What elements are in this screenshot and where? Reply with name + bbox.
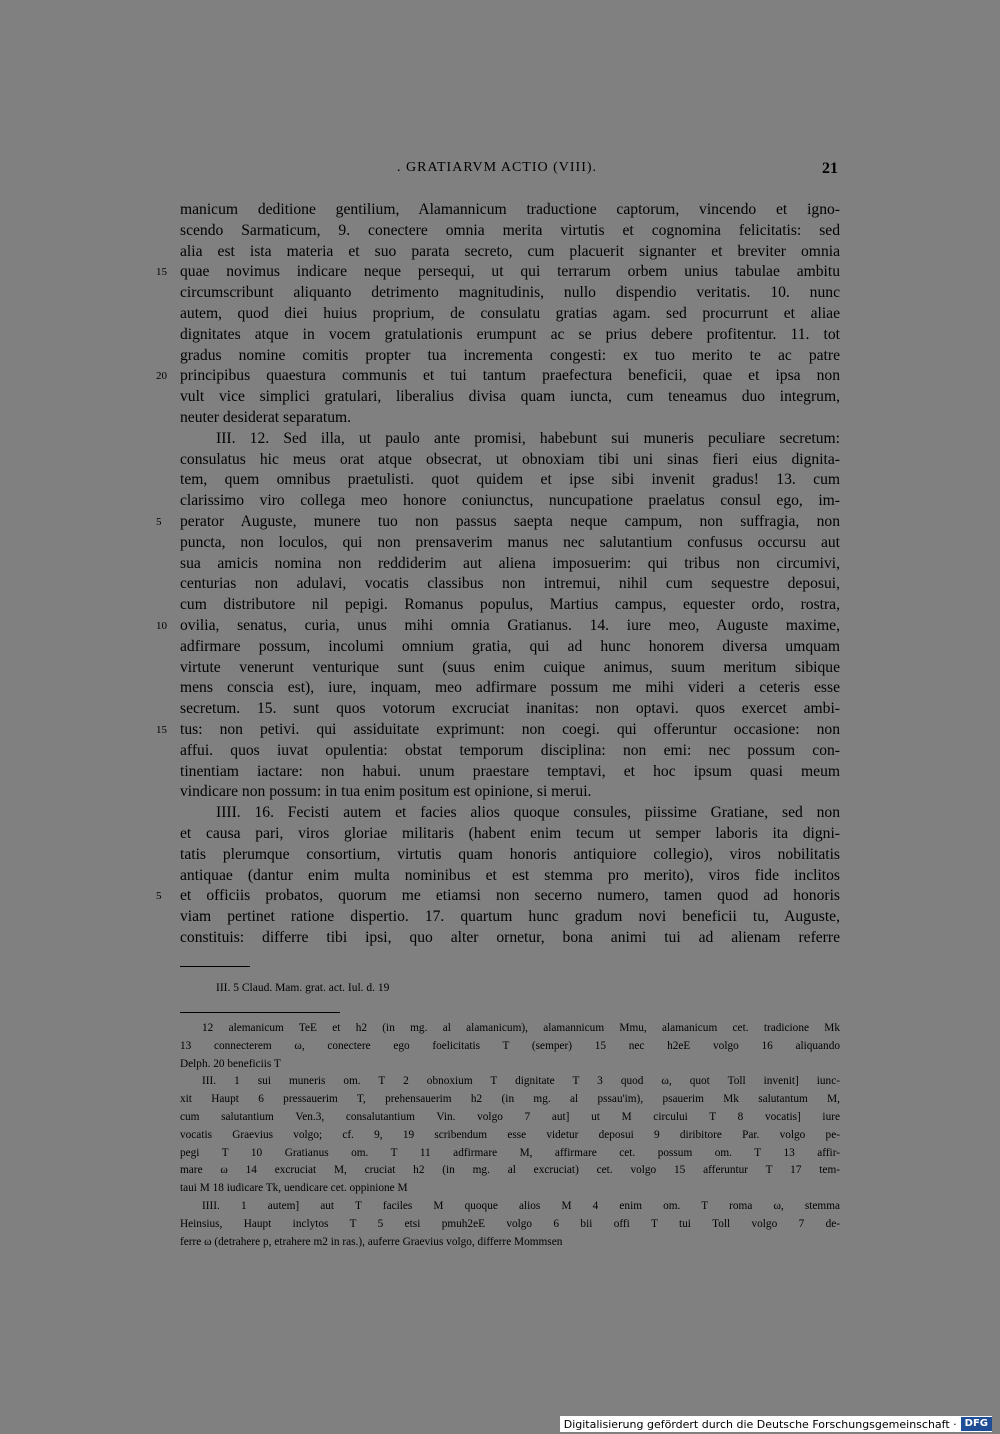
apparatus-line: vocatis Graevius volgo; cf. 9, 19 scribendum esse videtur deposui 9 diribitore Par. volgo pe-: [180, 1128, 840, 1141]
footer-credit-text: Digitalisierung gefördert durch die Deutsche Forschungsgemeinschaft ·: [563, 1417, 957, 1431]
dfg-logo: DFG: [961, 1417, 992, 1431]
line-text: tus: non petivi. qui assiduitate exprimunt: non coegi. qui offeruntur occasione: non: [180, 720, 840, 738]
text-line: [180, 658, 840, 679]
line-text: vindicare non possum: in tua enim positum est opinione, si merui.: [180, 783, 592, 801]
line-text: centurias non adulavi, vocatis classibus non intremui, nihil cum sequestre deposui,: [180, 575, 840, 593]
apparatus-line: 13 connecterem ω, conectere ego foelicitatis T (semper) 15 nec h2eE volgo 16 aliquando: [180, 1039, 840, 1052]
line-text: autem, quod diei huius proprium, de consulatu gratias agam. sed procurrunt et aliae: [180, 304, 840, 322]
text-line: [180, 491, 840, 512]
line-text: clarissimo viro collega meo honore coniunctus, nuncupatione praelatus consul ego, im-: [180, 492, 840, 510]
line-text: cum distributore nil pepigi. Romanus populus, Martius campus, equester ordo, rostra,: [180, 596, 840, 614]
apparatus-line: pegi T 10 Gratianus om. T 11 adfirmare M, affirmare cet. possum om. T 13 affir-: [180, 1146, 840, 1159]
line-text: mens conscia est), iure, inquam, meo adfirmare possum me mihi videri a ceteris esse: [180, 679, 840, 697]
apparatus-line: Delph. 20 beneficiis T: [180, 1057, 281, 1070]
footnote-rule: [180, 966, 250, 967]
text-line: [156, 366, 840, 387]
line-number: 5: [156, 515, 162, 528]
line-text: puncta, non loculos, qui non prensaverim manus nec salutantium confusus occursu aut: [180, 533, 840, 551]
text-line: [180, 346, 840, 367]
text-line: [180, 283, 840, 304]
text-line: [156, 616, 840, 637]
text-line: [180, 803, 840, 824]
apparatus-line: mare ω 14 excruciat M, cruciat h2 (in mg. al excruciat) cet. volgo 15 afferuntur T 17 tem-: [180, 1164, 840, 1177]
text-line: [156, 512, 840, 533]
critical-apparatus: [180, 1020, 840, 1251]
line-text: alia est ista materia et suo parata secreto, cum placuerit signanter et breviter omnia: [180, 242, 840, 260]
line-text: IIII. 16. Fecisti autem et facies alios quoque consules, piissime Gratiane, sed non: [216, 804, 840, 822]
apparatus-line: cum salutantium Ven.3, consalutantium Vin. volgo 7 aut] ut M circului T 8 vocatis] iure: [180, 1110, 840, 1123]
text-line: [180, 554, 840, 575]
apparatus-rule: [180, 1012, 340, 1013]
apparatus-line: xit Haupt 6 pressauerim T, prehensauerim h2 (in mg. al pssau'im), psauerim Mk salutantum M,: [180, 1093, 840, 1106]
text-line: [180, 387, 840, 408]
text-line: [180, 824, 840, 845]
line-text: quae novimus indicare neque persequi, ut qui terrarum orbem unius tabulae ambitu: [180, 263, 840, 281]
apparatus-line: Heinsius, Haupt inclytos T 5 etsi pmuh2eE volgo 6 bii offi T tui Toll volgo 7 de-: [180, 1217, 840, 1230]
text-line: [180, 200, 840, 221]
text-line: [180, 699, 840, 720]
apparatus-line: 12 alemanicum TeE et h2 (in mg. al alamanicum), alamannicum Mmu, alamanicum cet. tradicione Mk: [202, 1022, 840, 1034]
text-line: [180, 928, 840, 949]
line-text: gradus nomine comitis propter tua incrementa congesti: ex tuo merito te ac patre: [180, 346, 840, 364]
text-line: [180, 866, 840, 887]
line-text: sua amicis nomina non reddiderim aut aliena imposuerim: qui tribus non circumivi,: [180, 554, 840, 572]
text-line: [180, 595, 840, 616]
line-text: vult vice simplici gratulari, liberalius divisa quam iuncta, cum teneamus duo integrum,: [180, 388, 840, 406]
text-line: [156, 886, 840, 907]
footer-bar: [560, 1416, 992, 1432]
line-text: affui. quos iuvat opulentia: obstat temporum disciplina: non emi: nec possum con-: [180, 741, 840, 759]
line-text: neuter desiderat separatum.: [180, 408, 352, 426]
line-text: manicum deditione gentilium, Alamannicum traductione captorum, vincendo et igno-: [180, 201, 840, 218]
page-number: 21: [822, 160, 838, 177]
apparatus-line: taui M 18 iudicare Tk, uendicare cet. oppinione M: [180, 1182, 408, 1195]
text-line: [180, 762, 840, 783]
line-number: 10: [156, 619, 167, 632]
line-text: tem, quem omnibus praetulisti. quot quidem et ipse sibi invenit gradus! 13. cum: [180, 471, 840, 489]
line-text: perator Auguste, munere tuo non passus saepta neque campum, non suffragia, non: [180, 512, 840, 530]
text-line: [180, 242, 840, 263]
line-number: 5: [156, 890, 162, 903]
text-line: [180, 304, 840, 325]
apparatus-line: III. 1 sui muneris om. T 2 obnoxium T dignitate T 3 quod ω, quot Toll invenit] iunc-: [202, 1075, 840, 1088]
text-line: [180, 408, 840, 429]
line-text: et officiis probatos, quorum me etiamsi non secerno numero, tamen quod ad honoris: [180, 887, 840, 905]
text-line: [180, 221, 840, 242]
text-line: [156, 720, 840, 741]
line-text: adfirmare possum, incolumi omnium gratia, qui ad hunc honorem diversa umquam: [180, 637, 840, 655]
text-line: [180, 637, 840, 658]
line-text: principibus quaestura communis et tui tantum praefectura beneficii, quae et ipsa non: [180, 367, 840, 385]
page-header-title: . GRATIARVM ACTIO (VIII).: [397, 160, 598, 175]
line-text: secretum. 15. sunt quos votorum excruciat inanitas: non optavi. quos exercet ambi-: [180, 700, 840, 718]
text-line: [180, 470, 840, 491]
line-text: consulatus hic meus orat atque obsecrat, ut obnoxiam tibi uni sinas fieri eius dignita-: [180, 450, 840, 468]
line-text: III. 12. Sed illa, ut paulo ante promisi, habebunt sui muneris peculiare secretum:: [216, 429, 840, 447]
text-line: [180, 907, 840, 928]
line-text: constituis: differre tibi ipsi, quo alter ornetur, bona animi tui ad alienam referre: [180, 928, 840, 946]
line-text: scendo Sarmaticum, 9. conectere omnia merita virtutis et cognomina felicitatis: sed: [180, 221, 840, 239]
line-text: et causa pari, viros gloriae militaris (habent enim tecum ut semper laboris ita digni-: [180, 824, 840, 842]
line-number: 15: [156, 266, 167, 279]
text-line: [156, 262, 840, 283]
line-number: 20: [156, 370, 167, 383]
line-text: antiquae (dantur enim multa nominibus et est stemma pro merito), viros fide inclitos: [180, 866, 840, 884]
main-text-block: [156, 200, 840, 949]
line-text: circumscribunt aliquanto detrimento magnitudinis, nullo dispendio veritatis. 10. nunc: [180, 284, 840, 302]
line-text: dignitates atque in vocem gratulationis erumpunt ac se prius debere profitentur. 11. tot: [180, 325, 840, 343]
apparatus-line: ferre ω (detrahere p, etrahere m2 in ras.), auferre Graevius volgo, differre Mommsen: [180, 1235, 563, 1248]
text-line: [180, 450, 840, 471]
line-text: virtute venerunt venturique sunt (suus enim cuique animus, suum meritum sibique: [180, 658, 840, 676]
text-line: [180, 845, 840, 866]
text-line: [180, 574, 840, 595]
text-line: [180, 325, 840, 346]
line-number: 15: [156, 723, 167, 736]
footnote-reference: III. 5 Claud. Mam. grat. act. Iul. d. 19: [216, 982, 390, 994]
line-text: ovilia, senatus, curia, unus mihi omnia Gratianus. 14. iure meo, Auguste maxime,: [180, 616, 840, 634]
text-line: [180, 533, 840, 554]
apparatus-line: IIII. 1 autem] aut T faciles M quoque alios M 4 enim om. T roma ω, stemma: [202, 1199, 840, 1212]
text-line: [180, 782, 840, 803]
line-text: viam pertinet ratione dispertio. 17. quartum hunc gradum novi beneficii tu, Auguste,: [180, 908, 840, 926]
text-line: [180, 429, 840, 450]
line-text: tinentiam iactare: non habui. unum praestare temptavi, et hoc ipsum quasi meum: [180, 762, 840, 780]
line-text: tatis plerumque consortium, virtutis quam honoris antiquiore collegio), viros nobilitatis: [180, 845, 840, 863]
text-line: [180, 678, 840, 699]
text-line: [180, 741, 840, 762]
